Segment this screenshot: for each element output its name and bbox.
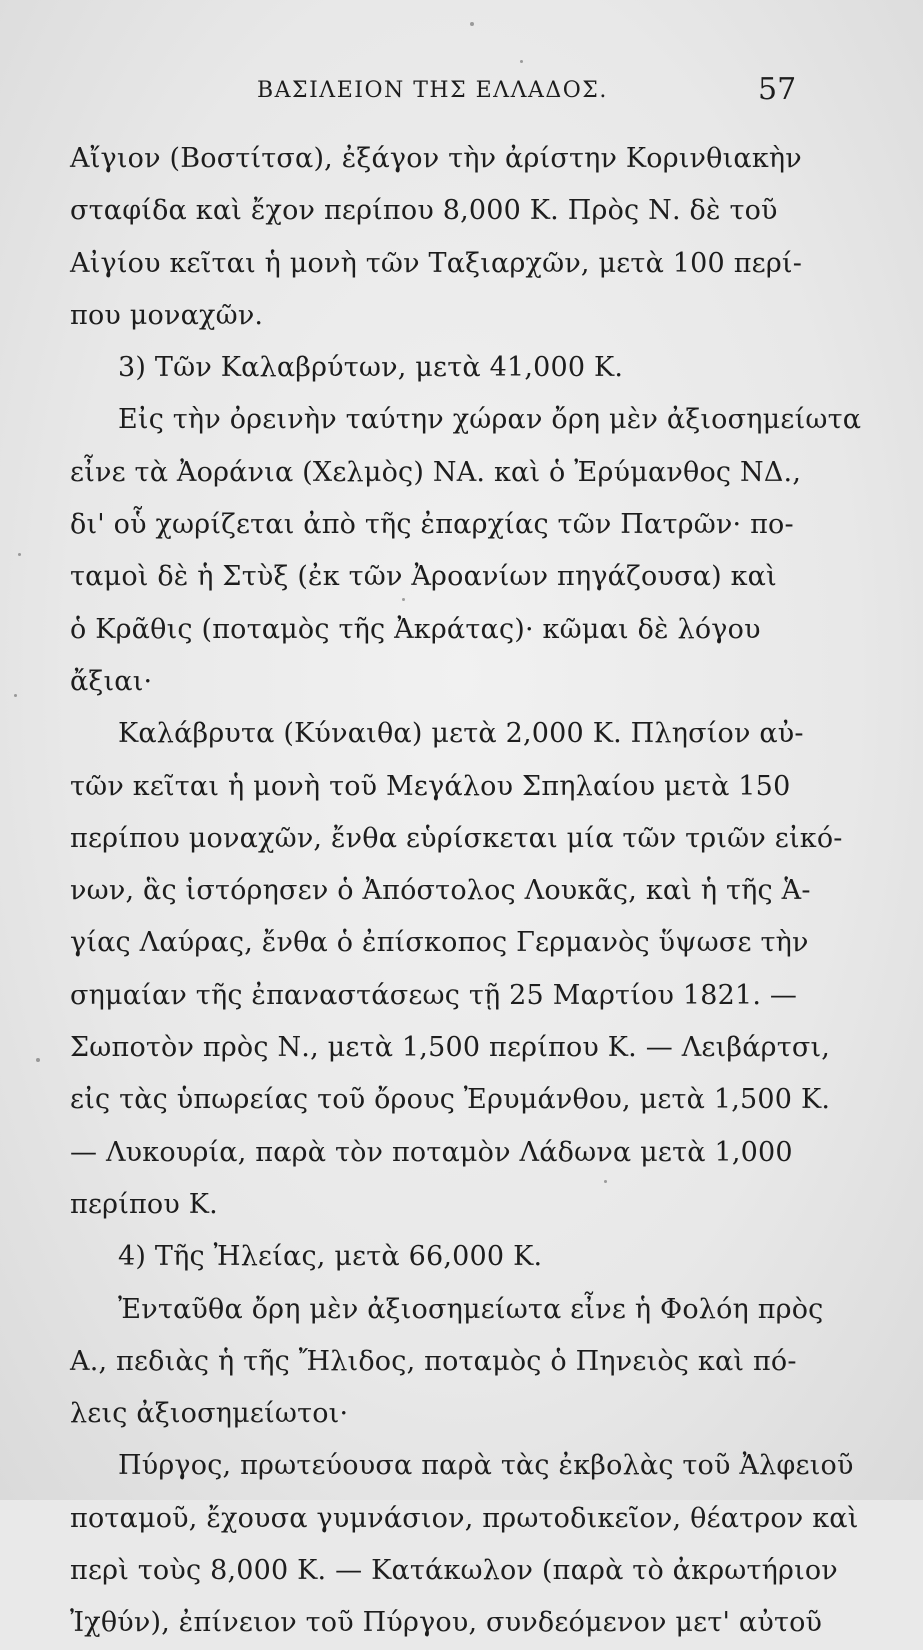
text-line: Αἴγιον (Βοστίτσα), ἐξάγον τὴν ἀρίστην Κορινθιακὴν — [70, 143, 802, 174]
text-line: σταφίδα καὶ ἔχον περίπου 8,000 Κ. Πρὸς Ν. δὲ τοῦ — [70, 195, 778, 227]
text-line: γίας Λαύρας, ἔνθα ὁ ἐπίσκοπος Γερμανὸς ὕψωσε τὴν — [70, 927, 809, 959]
paper-speck — [520, 60, 523, 63]
text-line: Α., πεδιὰς ἡ τῆς Ἤλιδος, ποταμὸς ὁ Πηνειὸς καὶ πό- — [70, 1345, 797, 1377]
text-line: Ἐνταῦθα ὄρη μὲν ἀξιοσημείωτα εἶνε ἡ Φολόη πρὸς — [118, 1293, 824, 1325]
text-line: λεις ἀξιοσημείωτοι· — [70, 1398, 349, 1430]
paper-speck — [18, 553, 21, 556]
text-line: Ἰχθύν), ἐπίνειον τοῦ Πύργου, συνδεόμενον μετ' αὐτοῦ — [70, 1607, 823, 1639]
paper-speck — [14, 694, 17, 697]
text-line: 3) Τῶν Καλαβρύτων, μετὰ 41,000 Κ. — [118, 352, 624, 384]
page-number: 57 — [758, 72, 797, 107]
text-line: — Λυκουρία, παρὰ τὸν ποταμὸν Λάδωνα μετὰ 1,000 — [70, 1136, 793, 1168]
text-line: Πύργος, πρωτεύουσα παρὰ τὰς ἐκβολὰς τοῦ Ἀλφειοῦ — [118, 1450, 854, 1482]
running-title: ΒΑΣΙΛΕΙΟΝ ΤΗΣ ΕΛΛΑΔΟΣ. — [257, 78, 608, 103]
text-line: δι' οὗ χωρίζεται ἀπὸ τῆς ἐπαρχίας τῶν Πατρῶν· πο- — [70, 509, 794, 541]
text-line: που μοναχῶν. — [70, 299, 264, 331]
body-text — [70, 133, 860, 1650]
text-line: Εἰς τὴν ὀρεινὴν ταύτην χώραν ὄρη μὲν ἀξιοσημείωτα — [118, 404, 862, 436]
text-line: τῶν κεῖται ἡ μονὴ τοῦ Μεγάλου Σπηλαίου μετὰ 150 — [70, 770, 791, 802]
text-line: περίπου μοναχῶν, ἔνθα εὑρίσκεται μία τῶν τριῶν εἰκό- — [70, 822, 843, 854]
text-line: Σωποτὸν πρὸς Ν., μετὰ 1,500 περίπου Κ. — Λειβάρτσι, — [70, 1032, 831, 1064]
text-line: σημαίαν τῆς ἐπαναστάσεως τῇ 25 Μαρτίου 1821. — — [70, 979, 798, 1011]
text-line: νων, ἃς ἱστόρησεν ὁ Ἀπόστολος Λουκᾶς, καὶ ἡ τῆς Ἁ- — [70, 875, 811, 907]
text-line: ὁ Κρᾶθις (ποταμὸς τῆς Ἀκράτας)· κῶμαι δὲ λόγου — [70, 613, 761, 645]
paper-speck — [470, 22, 474, 26]
page-header — [0, 72, 923, 118]
text-line: περὶ τοὺς 8,000 Κ. — Κατάκωλον (παρὰ τὸ ἀκρωτήριον — [70, 1555, 838, 1587]
text-line: Καλάβρυτα (Κύναιθα) μετὰ 2,000 Κ. Πλησίον αὐ- — [118, 718, 804, 750]
text-line: περίπου Κ. — [70, 1188, 218, 1220]
paper-speck — [36, 1058, 40, 1062]
text-line: εἰς τὰς ὑπωρείας τοῦ ὄρους Ἐρυμάνθου, μετὰ 1,500 Κ. — [70, 1084, 831, 1116]
text-line: ταμοὶ δὲ ἡ Στὺξ (ἐκ τῶν Ἀροανίων πηγάζουσα) καὶ — [70, 561, 777, 593]
text-line: ποταμοῦ, ἔχουσα γυμνάσιον, πρωτοδικεῖον, θέατρον καὶ — [70, 1502, 859, 1534]
text-line: ἄξιαι· — [70, 665, 153, 697]
text-line: Αἰγίου κεῖται ἡ μονὴ τῶν Ταξιαρχῶν, μετὰ 100 περί- — [70, 247, 803, 279]
text-line: εἶνε τὰ Ἀοράνια (Χελμὸς) ΝΑ. καὶ ὁ Ἐρύμανθος ΝΔ., — [70, 456, 802, 488]
text-line: 4) Τῆς Ἠλείας, μετὰ 66,000 Κ. — [118, 1241, 543, 1273]
